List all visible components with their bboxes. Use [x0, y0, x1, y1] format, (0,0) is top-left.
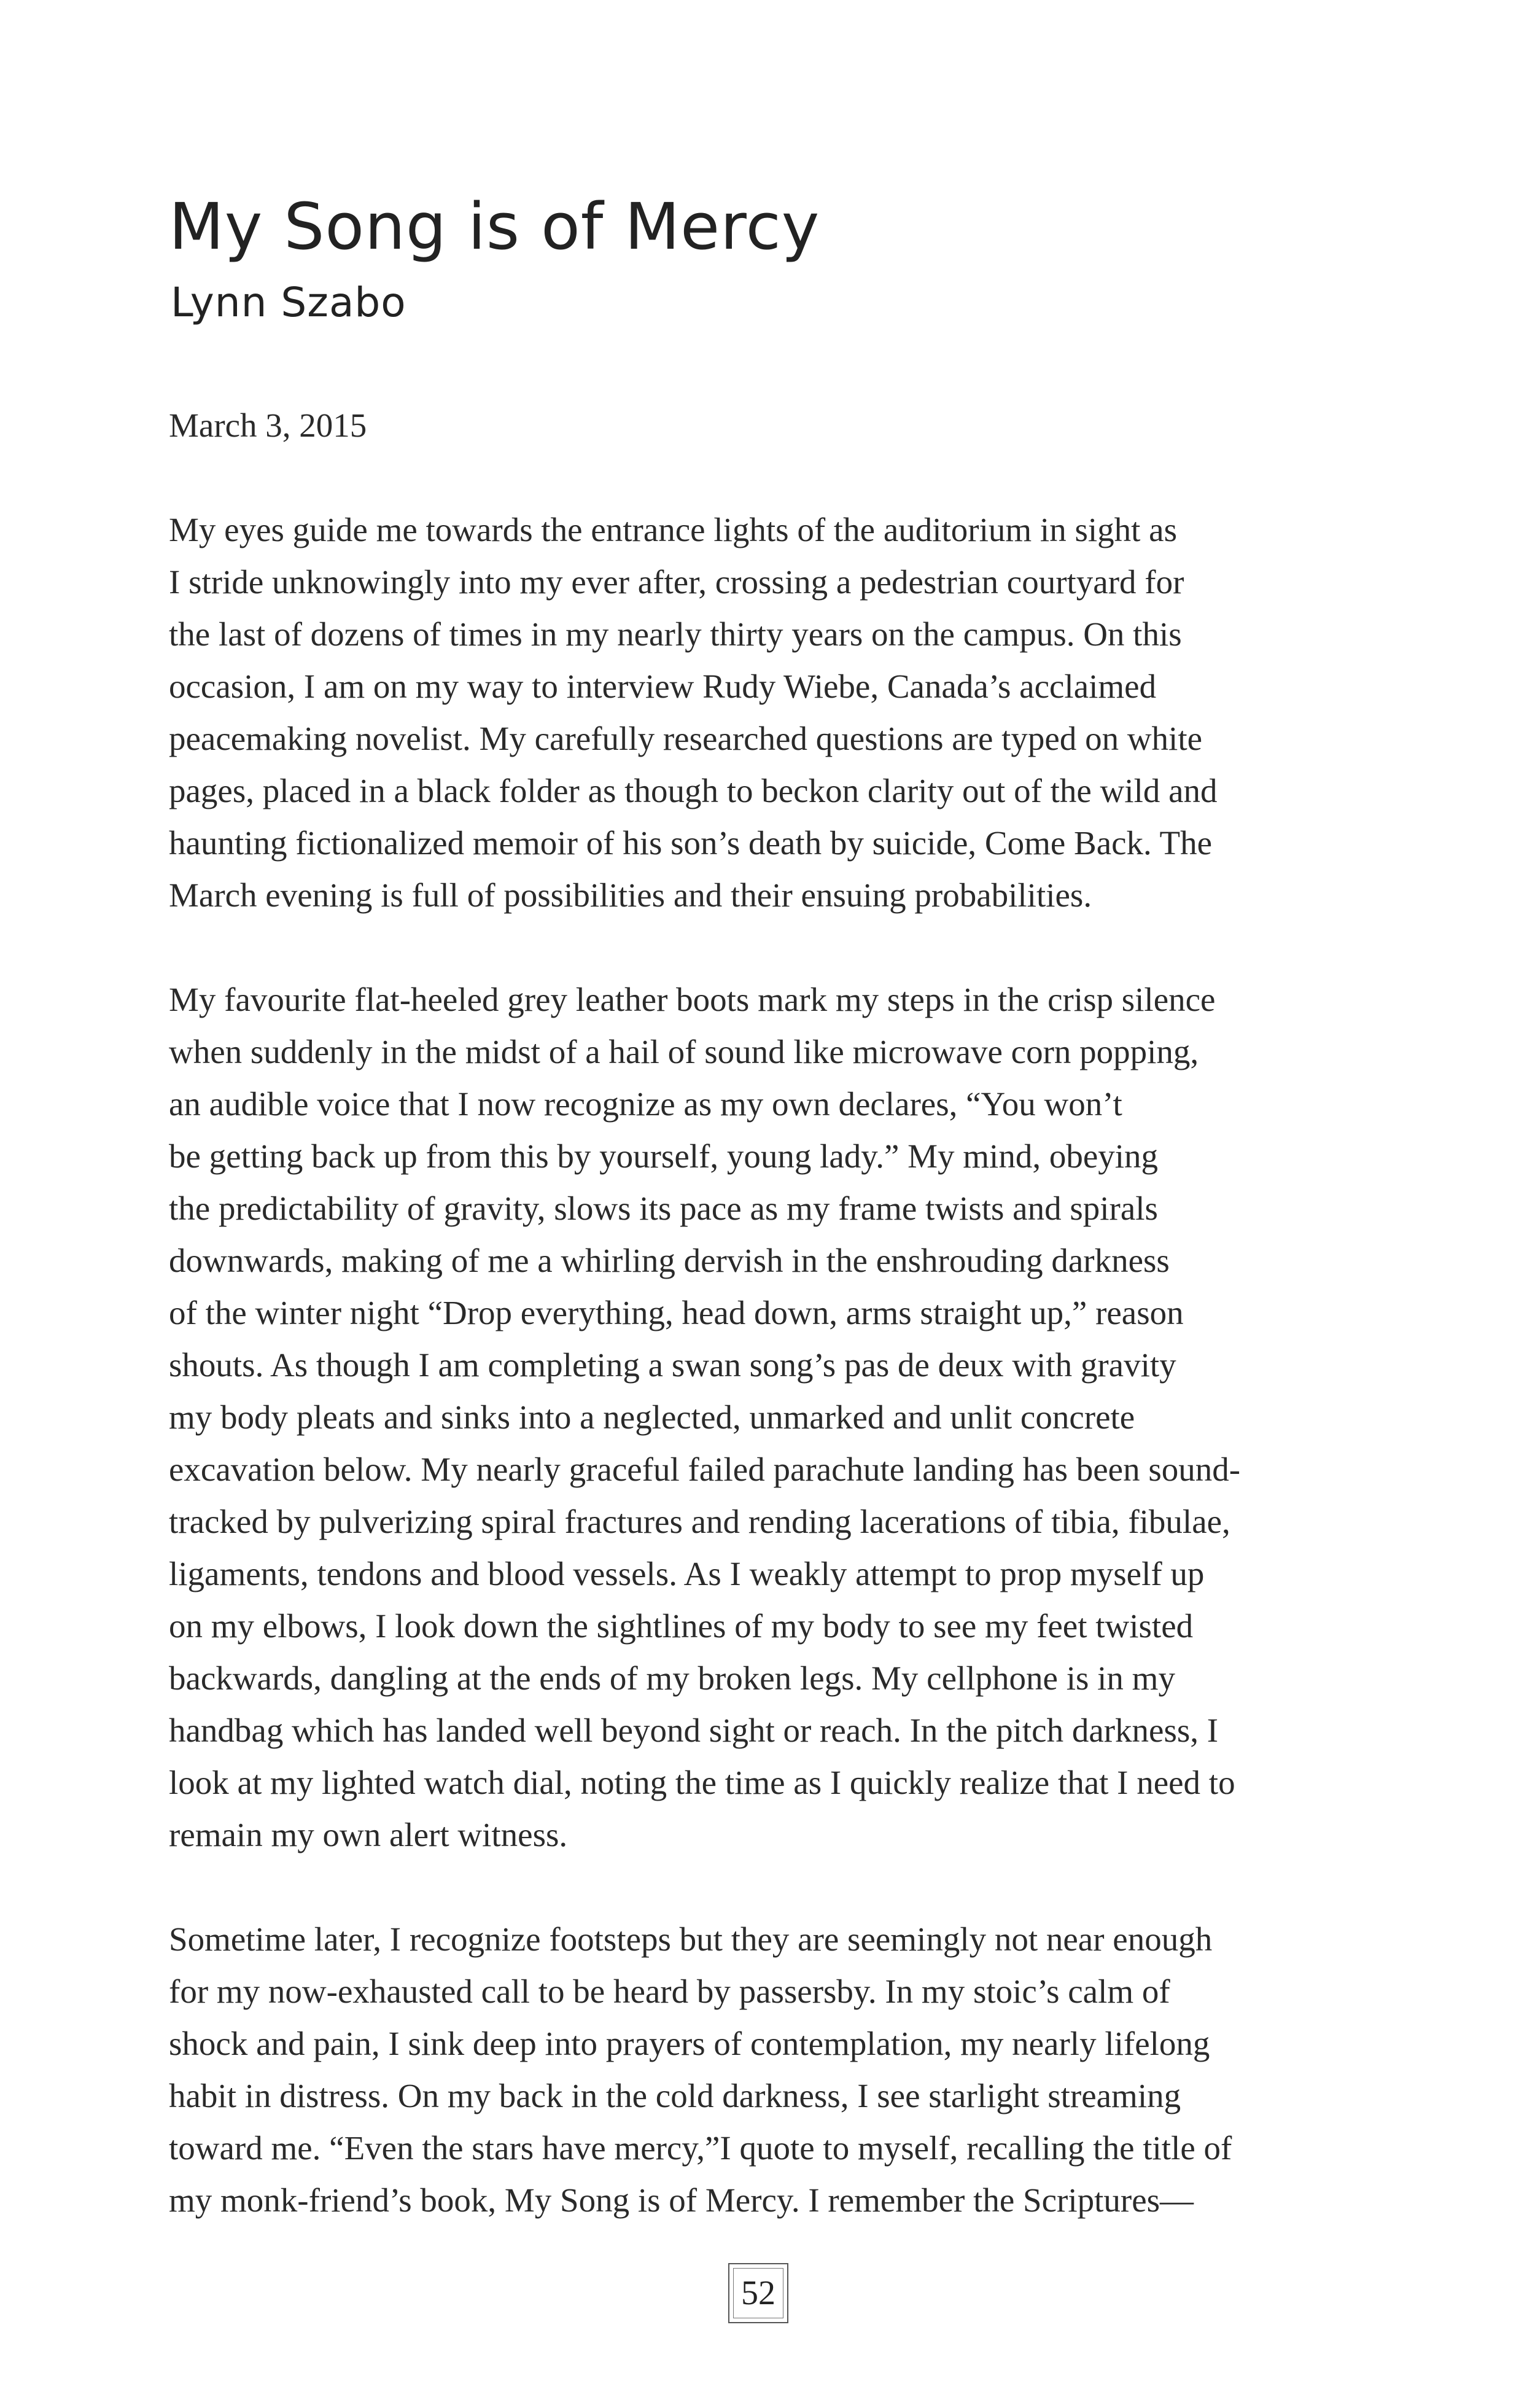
- paragraph-3: [169, 1913, 1372, 2226]
- text-line: peacemaking novelist. My carefully researched questions are typed on white: [169, 720, 1203, 757]
- paragraph-1: [169, 504, 1372, 921]
- text-line: Sometime later, I recognize footsteps but they are seemingly not near enough: [169, 1920, 1213, 1958]
- text-line: downwards, making of me a whirling dervish in the enshrouding darkness: [169, 1242, 1170, 1279]
- text-line: for my now-exhausted call to be heard by passersby. In my stoic’s calm of: [169, 1973, 1170, 2010]
- text-line: pages, placed in a black folder as though to beckon clarity out of the wild and: [169, 772, 1218, 809]
- text-line: remain my own alert witness.: [169, 1816, 568, 1853]
- text-line: My eyes guide me towards the entrance lights of the auditorium in sight as: [169, 511, 1177, 548]
- text-line: My favourite flat-heeled grey leather boots mark my steps in the crisp silence: [169, 981, 1216, 1018]
- text-line: backwards, dangling at the ends of my broken legs. My cellphone is in my: [169, 1659, 1175, 1697]
- text-line: my monk-friend’s book, My Song is of Mercy. I remember the Scriptures—: [169, 2181, 1194, 2219]
- page-number: 52: [733, 2268, 783, 2318]
- page-number-box: [728, 2263, 788, 2323]
- article-title: My Song is of Mercy: [169, 189, 820, 264]
- text-line: shouts. As though I am completing a swan song’s pas de deux with gravity: [169, 1346, 1176, 1384]
- text-line: March evening is full of possibilities and their ensuing probabilities.: [169, 876, 1092, 914]
- author-name: Lynn Szabo: [171, 279, 406, 326]
- entry-date: March 3, 2015: [169, 407, 367, 444]
- text-line: on my elbows, I look down the sightlines of my body to see my feet twisted: [169, 1607, 1194, 1645]
- text-line: shock and pain, I sink deep into prayers of contemplation, my nearly lifelong: [169, 2025, 1210, 2062]
- paragraph-2: [169, 973, 1372, 1861]
- text-line: when suddenly in the midst of a hail of sound like microwave corn popping,: [169, 1033, 1199, 1070]
- article-body: [169, 504, 1372, 2278]
- text-line: an audible voice that I now recognize as my own declares, “You won’t: [169, 1085, 1122, 1123]
- text-line: handbag which has landed well beyond sight or reach. In the pitch darkness, I: [169, 1712, 1219, 1749]
- text-line: toward me. “Even the stars have mercy,”I quote to myself, recalling the title of: [169, 2129, 1232, 2167]
- text-line: haunting fictionalized memoir of his son’s death by suicide, Come Back. The: [169, 824, 1213, 862]
- text-line: excavation below. My nearly graceful failed parachute landing has been sound-: [169, 1451, 1241, 1488]
- text-line: the predictability of gravity, slows its pace as my frame twists and spirals: [169, 1190, 1158, 1227]
- text-line: look at my lighted watch dial, noting the time as I quickly realize that I need to: [169, 1764, 1235, 1801]
- text-line: tracked by pulverizing spiral fractures and rending lacerations of tibia, fibulae,: [169, 1503, 1230, 1540]
- text-line: be getting back up from this by yourself, young lady.” My mind, obeying: [169, 1137, 1159, 1175]
- text-line: habit in distress. On my back in the cold darkness, I see starlight streaming: [169, 2077, 1181, 2114]
- text-line: ligaments, tendons and blood vessels. As I weakly attempt to prop myself up: [169, 1555, 1205, 1592]
- text-line: of the winter night “Drop everything, head down, arms straight up,” reason: [169, 1294, 1184, 1331]
- text-line: the last of dozens of times in my nearly thirty years on the campus. On this: [169, 615, 1182, 653]
- text-line: my body pleats and sinks into a neglected, unmarked and unlit concrete: [169, 1398, 1135, 1436]
- text-line: I stride unknowingly into my ever after, crossing a pedestrian courtyard for: [169, 563, 1184, 601]
- text-line: occasion, I am on my way to interview Rudy Wiebe, Canada’s acclaimed: [169, 668, 1157, 705]
